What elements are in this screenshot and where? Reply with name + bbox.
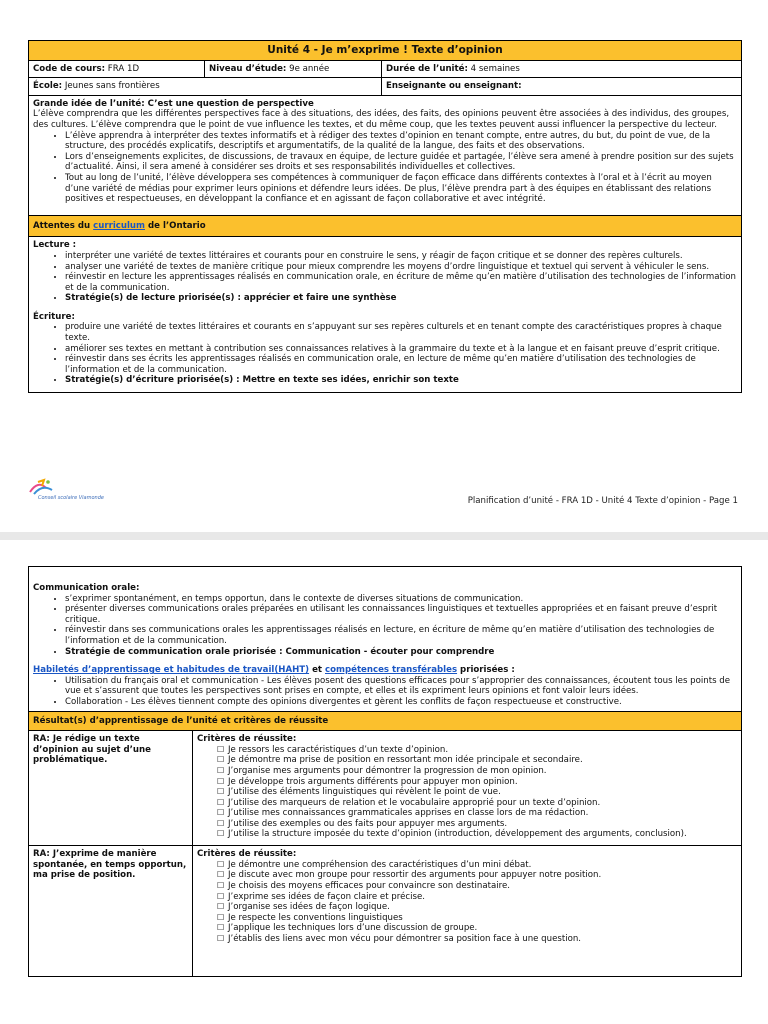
criteria-item: ☐ J’organise mes arguments pour démontrer la progression de mon opinion. [217, 766, 737, 777]
ra1-criteria-title: Critères de réussite: [197, 734, 297, 745]
big-idea-text: L’élève comprendra que les différentes perspectives face à des situations, des idées, des faits, des opinions peuvent être associées à des individus, des groupes, des cultures. L’élève comprendra que le point de vue influence les textes, et du même coup, que les textes peuvent aussi influencer la perspective du lecteur. [33, 109, 730, 130]
writing-title: Écriture: [33, 311, 75, 322]
unit-plan-sheet-continued [28, 566, 742, 977]
ra1-title-cell: RA: Je rédige un texte d’opinion au sujet d’une problématique. [29, 731, 193, 846]
criteria-item: ☐ Je discute avec mon groupe pour ressortir des arguments pour appuyer notre position. [217, 870, 737, 881]
skills-link[interactable]: compétences transférables [325, 665, 458, 676]
page-footer [28, 478, 742, 514]
criteria-item: ☐ J’utilise des exemples ou des faits pour appuyer mes arguments. [217, 819, 737, 830]
reading-strategy: • Stratégie(s) de lecture priorisée(s) : apprécier et faire une synthèse [65, 293, 737, 304]
writing-list [33, 322, 737, 386]
list-item: • interpréter une variété de textes littéraires et courants pour en construire le sens, y réagir de façon critique et se donner des repères culturels. [65, 251, 737, 262]
oral-list [33, 594, 737, 658]
ra2-title-cell: RA: J’exprime de manière spontanée, en temps opportun, ma prise de position. [29, 846, 193, 977]
continued-table [28, 566, 742, 977]
course-code-cell: Code de cours: FRA 1D [29, 60, 205, 78]
ra2-criteria-cell [193, 846, 742, 977]
criteria-item: ☐ J’applique les techniques lors d’une discussion de groupe. [217, 923, 737, 934]
teacher-cell: Enseignante ou enseignant: [382, 78, 742, 96]
page-2 [0, 540, 768, 1024]
school-cell: École: Jeunes sans frontières [29, 78, 382, 96]
logo-figure-icon [28, 478, 68, 496]
list-item: • Lors d’enseignements explicites, de discussions, de travaux en équipe, de lecture guidée et partagée, l’élève sera amené à prendre position sur des sujets d’actualité. Ainsi, il sera amené à considérer ses droits et ses responsabilités individuelles et collectives. [65, 152, 737, 173]
ra1-criteria-cell [193, 731, 742, 846]
list-item: • réinvestir en lecture les apprentissages réalisés en communication orale, en écriture de même qu’en matière d’utilisation des technologies de l’information et de la communication. [65, 272, 737, 293]
criteria-item: ☐ J’utilise mes connaissances grammaticales apprises en classe lors de ma rédaction. [217, 808, 737, 819]
list-item: • Tout au long de l’unité, l’élève développera ses compétences à communiquer de façon efficace dans différents contextes à l’oral et à l’écrit au moyen d’une variété de médias pour exprimer leurs opinions et défendre leurs idées. De plus, l’élève prendra part à des équipes en établissant des relations positives et respectueuses, en développant la confiance et en agissant de façon collaborative et avec intégrité. [65, 173, 737, 205]
unit-header-table [28, 40, 742, 393]
list-item: • réinvestir dans ses communications orales les apprentissages réalisés en lecture, en écriture de même qu’en matière d’utilisation des technologies de l’information et de la communication. [65, 625, 737, 646]
big-idea-title: Grande idée de l’unité: C’est une question de perspective [33, 98, 314, 109]
habits-title: Habiletés d’apprentissage et habitudes de travail(HAHT) et compétences transférables priorisées : [33, 665, 515, 676]
unit-title: Unité 4 - Je m’exprime ! Texte d’opinion [29, 41, 742, 61]
footer-page-label: Planification d’unité - FRA 1D - Unité 4 Texte d’opinion - Page 1 [467, 496, 738, 506]
curriculum-header: Attentes du curriculum de l’Ontario [29, 215, 742, 237]
ra2-criteria-title: Critères de réussite: [197, 849, 297, 860]
list-item: • analyser une variété de textes de manière critique pour mieux comprendre les moyens d’ordre linguistique et textuel qui servent à véhiculer le sens. [65, 262, 737, 273]
habits-link[interactable]: Habiletés d’apprentissage et habitudes de travail(HAHT) [33, 665, 310, 676]
list-item: • produire une variété de textes littéraires et courants en s’appuyant sur ses repères culturels et en tenant compte des caractéristiques propres à chaque texte. [65, 322, 737, 343]
criteria-item: ☐ J’utilise des éléments linguistiques qui révèlent le point de vue. [217, 787, 737, 798]
viamonde-logo [28, 478, 138, 512]
criteria-item: ☐ Je démontre une compréhension des caractéristiques d’un mini débat. [217, 860, 737, 871]
list-item: • Utilisation du français oral et communication - Les élèves posent des questions efficaces pour s’approprier des connaissances, écoutent tous les points de vue et s’assurent que toutes les perspectives sont prises en compte, et elles et ils expriment leurs opinions et font valoir leurs idées. [65, 676, 737, 697]
criteria-item: ☐ J’utilise la structure imposée du texte d’opinion (introduction, développement des arguments, conclusion). [217, 829, 737, 840]
writing-strategy: • Stratégie(s) d’écriture priorisée(s) : Mettre en texte ses idées, enrichir son texte [65, 375, 737, 386]
list-item: • améliorer ses textes en mettant à contribution ses connaissances relatives à la grammaire du texte et à la langue et en faisant preuve d’esprit critique. [65, 344, 737, 355]
reading-list [33, 251, 737, 304]
criteria-item: ☐ Je démontre ma prise de position en ressortant mon idée principale et secondaire. [217, 755, 737, 766]
criteria-item: ☐ Je choisis des moyens efficaces pour convaincre son destinataire. [217, 881, 737, 892]
criteria-item: ☐ Je respecte les conventions linguistiques [217, 913, 737, 924]
habits-list [33, 676, 737, 708]
results-header: Résultat(s) d’apprentissage de l’unité et critères de réussite [29, 711, 742, 731]
list-item: • réinvestir dans ses écrits les apprentissages réalisés en communication orale, en lecture de même qu’en matière d’utilisation des technologies de l’information et de la communication. [65, 354, 737, 375]
criteria-item: ☐ J’établis des liens avec mon vécu pour démontrer sa position face à une question. [217, 934, 737, 945]
oral-title: Communication orale: [33, 583, 140, 593]
oral-cell [29, 567, 742, 712]
curriculum-cell [29, 237, 742, 393]
unit-plan-sheet [28, 40, 742, 393]
big-idea-cell [29, 95, 742, 215]
level-cell: Niveau d’étude: 9e année [205, 60, 382, 78]
criteria-item: ☐ Je ressors les caractéristiques d’un texte d’opinion. [217, 745, 737, 756]
logo-text: Conseil scolaire Viamonde [38, 495, 104, 501]
curriculum-link[interactable]: curriculum [93, 220, 145, 231]
ra2-criteria-list [197, 860, 737, 945]
ra1-criteria-list [197, 745, 737, 840]
criteria-item: ☐ Je développe trois arguments différents pour appuyer mon opinion. [217, 777, 737, 788]
criteria-item: ☐ J’exprime ses idées de façon claire et précise. [217, 892, 737, 903]
duration-cell: Durée de l’unité: 4 semaines [382, 60, 742, 78]
list-item: • L’élève apprendra à interpréter des textes informatifs et à rédiger des textes d’opinion en tenant compte, entre autres, du but, du point de vue, de la structure, des procédés explicatifs, descriptifs et argumentatifs, de la qualité de la langue, des faits et des observations. [65, 131, 737, 152]
big-idea-list [33, 131, 737, 205]
list-item: • s’exprimer spontanément, en temps opportun, dans le contexte de diverses situations de communication. [65, 594, 737, 605]
reading-title: Lecture : [33, 240, 77, 251]
criteria-item: ☐ J’organise ses idées de façon logique. [217, 902, 737, 913]
oral-strategy: • Stratégie de communication orale priorisée : Communication - écouter pour comprendre [65, 647, 737, 658]
criteria-item: ☐ J’utilise des marqueurs de relation et le vocabulaire approprié pour un texte d’opinion. [217, 798, 737, 809]
list-item: • Collaboration - Les élèves tiennent compte des opinions divergentes et gèrent les conflits de façon respectueuse et constructive. [65, 697, 737, 708]
list-item: • présenter diverses communications orales préparées en utilisant les connaissances linguistiques et textuelles appropriées et en faisant preuve d’esprit critique. [65, 604, 737, 625]
